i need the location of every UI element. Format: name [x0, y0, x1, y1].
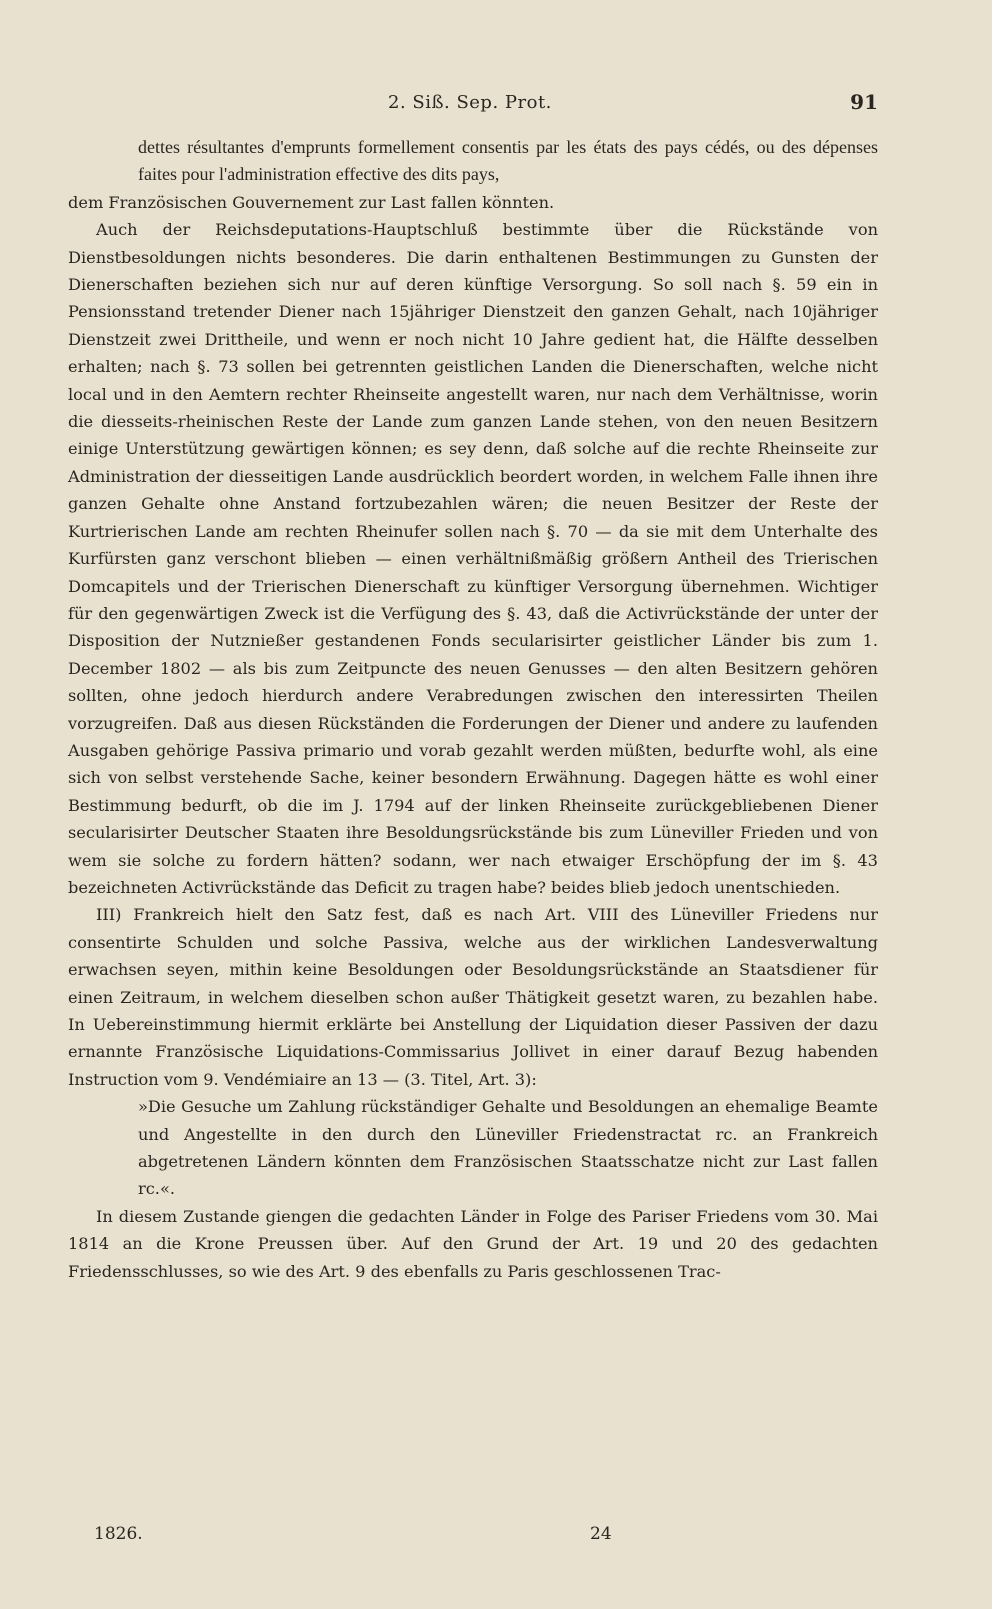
- page-body: [68, 134, 878, 1285]
- signature-mark: 24: [590, 1524, 612, 1544]
- footer-year: 1826.: [94, 1524, 143, 1544]
- paragraph-reichsdeputation: Auch der Reichsdeputations-Hauptschluß bestimmte über die Rückstände von Dienstbesoldungen nichts besonderes. Die darin enthaltenen Bestimmungen zu Gunsten der Dienerschaften beziehen sich nur auf deren künftige Versorgung. So soll nach §. 59 ein in Pensionsstand tretender Diener nach 15jähriger Dienstzeit den ganzen Gehalt, nach 10jähriger Dienstzeit zwei Drittheile, und wenn er noch nicht 10 Jahre gedient hat, die Hälfte desselben erhalten; nach §. 73 sollen bei getrennten geistlichen Landen die Dienerschaften, welche nicht local und in den Aemtern rechter Rheinseite angestellt waren, nur nach dem Verhältnisse, worin die diesseits-rheinischen Reste der Lande zum ganzen Lande stehen, von den neuen Besitzern einige Unterstützung gewärtigen können; es sey denn, daß solche auf die rechte Rheinseite zur Administration der diesseitigen Lande ausdrücklich beordert worden, in welchem Falle ihnen ihre ganzen Gehalte ohne Anstand fortzubezahlen wären; die neuen Besitzer der Reste der Kurtrierischen Lande am rechten Rheinufer sollen nach §. 70 — da sie mit dem Unterhalte des Kurfürsten ganz verschont blieben — einen verhältnißmäßig größern Antheil des Trierischen Domcapitels und der Trierischen Dienerschaft zu künftiger Versorgung übernehmen. Wichtiger für den gegenwärtigen Zweck ist die Verfügung des §. 43, daß die Activrückstände der unter der Disposition der Nutznießer gestandenen Fonds secularisirter geistlicher Länder bis zum 1. December 1802 — als bis zum Zeitpuncte des neuen Genusses — den alten Besitzern gehören sollten, ohne jedoch hierdurch andere Verabredungen zwischen den interessirten Theilen vorzugreifen. Daß aus diesen Rückständen die Forderungen der Diener und andere zu laufenden Ausgaben gehörige Passiva primario und vorab gezahlt werden müßten, bedurfte wohl, als eine sich von selbst verstehende Sache, keiner besondern Erwähnung. Dagegen hätte es wohl einer Bestimmung bedurft, ob die im J. 1794 auf der linken Rheinseite zurückgebliebenen Diener secularisirter Deutscher Staaten ihre Besoldungsrückstände bis zum Lüneviller Frieden und von wem sie solche zu fordern hätten? sodann, wer nach etwaiger Erschöpfung der im §. 43 bezeichneten Activrückstände das Deficit zu tragen habe? beides blieb jedoch unentschieden.: [68, 220, 878, 897]
- running-title: 2. Siß. Sep. Prot.: [388, 92, 552, 113]
- french-quotation: dettes résultantes d'emprunts formellement consentis par les états des pays cédés, ou des dépenses faites pour l'administration effective des dits pays,: [138, 137, 878, 185]
- paragraph-pariser-frieden: In diesem Zustande giengen die gedachten Länder in Folge des Pariser Friedens vom 30. Mai 1814 an die Krone Preussen über. Auf den Grund der Art. 19 und 20 des gedachten Friedensschlusses, so wie des Art. 9 des ebenfalls zu Paris geschlossenen Trac-: [68, 1206, 878, 1281]
- paragraph-section-iii: III) Frankreich hielt den Satz fest, daß es nach Art. VIII des Lüneviller Friedens nur consentirte Schulden und solche Passiva, welche aus der wirklichen Landesverwaltung erwachsen seyen, mithin keine Besoldungen oder Besoldungsrückstände an Staatsdiener für einen Zeitraum, in welchem dieselben schon außer Thätigkeit gesetzt waren, zu bezahlen habe. In Uebereinstimmung hiermit erklärte bei Anstellung der Liquidation dieser Passiven der dazu ernannte Französische Liquidations-Commissarius Jollivet in einer darauf Bezug habenden Instruction vom 9. Vendémiaire an 13 — (3. Titel, Art. 3):: [68, 905, 878, 1089]
- page-header: [68, 90, 878, 126]
- paragraph-continuation: dem Französischen Gouvernement zur Last fallen könnten.: [68, 192, 555, 212]
- quoted-instruction: »Die Gesuche um Zahlung rückständiger Gehalte und Besoldungen an ehemalige Beamte und Angestellte in den durch den Lüneviller Friedenstractat rc. an Frankreich abgetretenen Ländern könnten dem Französischen Staatsschatze nicht zur Last fallen rc.«.: [138, 1097, 878, 1199]
- page-margin-edge: [992, 0, 1000, 1609]
- page-number: 91: [850, 90, 878, 114]
